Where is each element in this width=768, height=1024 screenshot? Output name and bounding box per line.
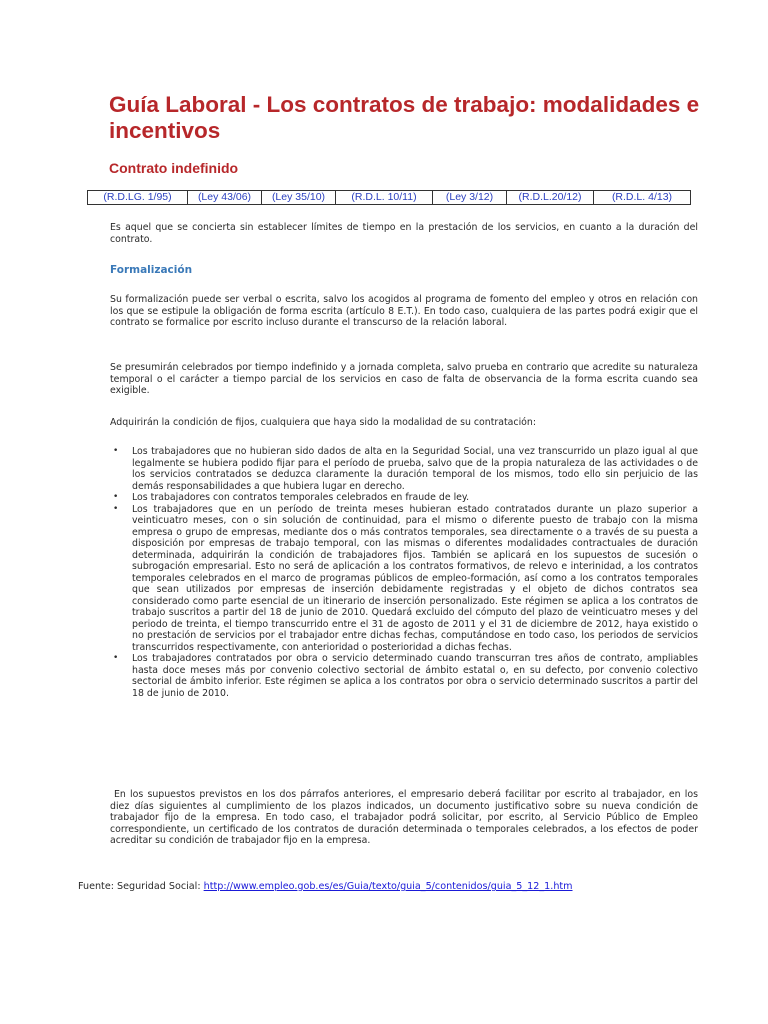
source-citation (78, 881, 718, 893)
bullet-list (110, 446, 698, 699)
list-item-text: Los trabajadores que en un período de treinta meses hubieran estado contratados durante un plazo superior a veinticuatro meses, con o sin solución de continuidad, para el mismo o diferente puesto de trabajo con la misma empresa o grupo de empresas, mediante dos o más contratos temporales, sea directamente o a través de su puesta a disposición por empresas de trabajo temporal, con las mismas o diferentes modalidades contractuales de duración determinada, adquirirán la condición de trabajadores fijos. También se aplicará en los supuestos de sucesión o subrogación empresarial. Esto no será de aplicación a los contratos formativos, de relevo e interinidad, a los contratos temporales celebrados en el marco de programas públicos de empleo-formación, así como a los contratos temporales que sean utilizados por empresas de inserción debidamente registradas y el objeto de dichos contratos sea considerado como parte esencial de un itinerario de inserción personalizado. Este régimen se aplica a los contratos de trabajo suscritos a partir del 18 de junio de 2010. Quedará excluido del cómputo del plazo de veinticuatro meses y del periodo de treinta, el tiempo transcurrido entre el 31 de agosto de 2011 y el 31 de diciembre de 2012, haya existido o no prestación de servicios por el trabajador entre dichas fechas, computándose en todo caso, los periodos de servicios transcurridos respectivamente, con anterioridad o posterioridad a dichas fechas. (132, 503, 698, 653)
reference-link[interactable]: (Ley 35/10) (262, 191, 336, 204)
list-item (110, 446, 698, 492)
list-item (110, 492, 698, 504)
bullet-icon: • (113, 503, 119, 514)
list-item-text: Los trabajadores que no hubieran sido dados de alta en la Seguridad Social, una vez transcurrido un plazo igual al que legalmente se hubiera podido fijar para el período de prueba, salvo que de la propia naturaleza de las actividades o de los servicios contratados se deduzca claramente la duración temporal de los mismos, todo ello sin perjuicio de las demás responsabilidades a que hubiera lugar en derecho. (132, 446, 698, 492)
source-label: Fuente: Seguridad Social: (78, 881, 201, 892)
paragraph-condicion-fijos: Adquirirán la condición de fijos, cualquiera que haya sido la modalidad de su contratación: (110, 417, 537, 428)
list-item-text: Los trabajadores contratados por obra o servicio determinado cuando transcurran tres años de contrato, ampliables hasta doce meses más por convenio colectivo sectorial de ámbito estatal o, en su defecto, por convenio colectivo sectorial de ámbito inferior. Este régimen se aplica a los contratos por obra o servicio determinado suscritos a partir del 18 de junio de 2010. (132, 653, 698, 699)
reference-link[interactable]: (Ley 43/06) (188, 191, 262, 204)
bullet-icon: • (113, 446, 119, 456)
document-title: Guía Laboral - Los contratos de trabajo: modalidades e incentivos (109, 92, 700, 143)
bullet-icon: • (113, 492, 119, 502)
paragraph-supuestos: En los supuestos previstos en los dos párrafos anteriores, el empresario deberá facilitar por escrito al trabajador, en los diez días siguientes al cumplimiento de los plazos indicados, un documento justificativo sobre su nueva condición de trabajador fijo de la empresa. En todo caso, el trabajador podrá solicitar, por escrito, al Servicio Público de Empleo correspondiente, un certificado de los contratos de duración determinada o temporales celebrados, a los efectos de poder acreditar su condición de trabajador fijo en la empresa. (110, 789, 698, 846)
reference-link[interactable]: (Ley 3/12) (433, 191, 507, 204)
paragraph-formalizacion: Su formalización puede ser verbal o escrita, salvo los acogidos al programa de fomento del empleo y otros en relación con los que se estipule la obligación de forma escrita (artículo 8 E.T.). En todo caso, cualquiera de las partes podrá exigir que el contrato se formalice por escrito incluso durante el transcurso de la relación laboral. (110, 294, 698, 328)
intro-paragraph: Es aquel que se concierta sin establecer límites de tiempo en la prestación de los servicios, en cuanto a la duración del contrato. (110, 222, 698, 245)
bullet-icon: • (113, 653, 119, 663)
reference-link[interactable]: (R.D.LG. 1/95) (88, 191, 188, 204)
list-item (110, 504, 698, 654)
document-subtitle: Contrato indefinido (109, 160, 239, 176)
paragraph-presuncion: Se presumirán celebrados por tiempo indefinido y a jornada completa, salvo prueba en contrario que acredite su naturaleza temporal o el carácter a tiempo parcial de los servicios en caso de falta de observancia de la forma escrita cuando sea exigible. (110, 362, 698, 396)
source-link[interactable]: http://www.empleo.gob.es/es/Guia/texto/guia_5/contenidos/guia_5_12_1.htm (203, 881, 573, 892)
reference-link[interactable]: (R.D.L.20/12) (507, 191, 594, 204)
reference-link[interactable]: (R.D.L. 4/13) (611, 191, 673, 203)
list-item (110, 653, 698, 699)
list-item-text: Los trabajadores con contratos temporales celebrados en fraude de ley. (132, 492, 470, 503)
legal-references-table (87, 190, 691, 205)
reference-link[interactable]: (R.D.L. 10/11) (336, 191, 433, 204)
section-heading: Formalización (110, 264, 193, 276)
